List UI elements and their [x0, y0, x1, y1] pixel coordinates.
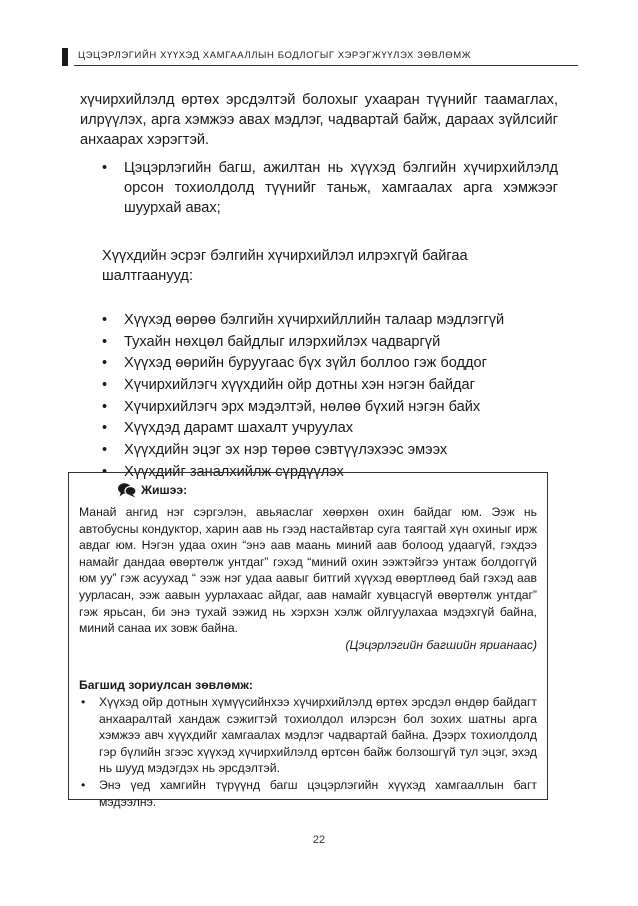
- header-rule: [74, 65, 578, 66]
- reasons-list: [80, 310, 558, 482]
- bullet-icon: •: [81, 777, 86, 792]
- bullet-icon: •: [102, 442, 108, 459]
- advice-heading: Багшид зориулсан зөвлөмж:: [79, 678, 253, 693]
- list-item-text: Тухайн нөхцөл байдлыг илэрхийлэх чадваргүй: [124, 333, 441, 350]
- list-item: [79, 694, 537, 777]
- example-box: [68, 472, 548, 809]
- example-story: Манай ангид нэг сэргэлэн, авьяаслаг хөөрхөн охин байдаг юм. Ээж нь автобусны кондуктор, харин аав нь гээд настайвтар суга таягтай хүн охиныг ирж авдаг юм. Нэгэн удаа охин “энэ аав маань миний аав болоод удаагүй, гэхдээ намайг дандаа өвөртөлж унтдаг” гэхэд “миний охин ээжтэйгээ унтаж болдоггүй юм уу” гэж асуухад “ ээж нэг удаа аавыг битгий хүүхэд өвөртлөөд бай гэхэд аав уурласан, ээж аавын уурлахаас айдаг, аав намайг хувцасгүй өвөртөлж унтдаг” гэж ярьсан, би энэ тухай ээжид нь хэрхэн хэлж ойлгуулахаа мэдэхгүй байна, миний санаа их зовж байна.: [79, 505, 537, 636]
- speech-bubbles-icon: [117, 482, 137, 498]
- list-item: [80, 397, 558, 417]
- bullet-icon: •: [102, 377, 108, 394]
- page-number: 22: [312, 834, 326, 846]
- list-item-text: Хүүхэд өөрийн буруугаас бүх зүйл боллоо гэж боддог: [124, 355, 487, 372]
- bullet-icon: •: [102, 355, 108, 372]
- example-title-row: [117, 481, 537, 499]
- list-item-text: Цэцэрлэгийн багш, ажилтан нь хүүхэд бэлгийн хүчирхийлэлд орсон тохиолдолд түүнийг таньж, хамгаалах арга хэмжээг шуурхай авах;: [124, 160, 558, 216]
- list-item-text: Хүчирхийлэгч эрх мэдэлтэй, нөлөө бүхий нэгэн байх: [124, 398, 481, 415]
- advice-list: [79, 694, 537, 810]
- bullet-icon: •: [81, 694, 86, 709]
- header-title: ЦЭЦЭРЛЭГИЙН ХҮҮХЭД ХАМГААЛЛЫН БОДЛОГЫГ ХЭРЭГЖҮҮЛЭХ ЗӨВЛӨМЖ: [78, 50, 472, 61]
- list-item-text: Хүүхэд өөрөө бэлгийн хүчирхийллийн талаар мэдлэггүй: [124, 312, 505, 328]
- list-item: [80, 332, 558, 352]
- top-bullet-list: [80, 158, 558, 218]
- example-title: Жишээ:: [141, 482, 188, 497]
- list-item: [80, 418, 558, 438]
- header-marker: [62, 48, 68, 66]
- list-item: [80, 375, 558, 395]
- running-header: [62, 44, 578, 66]
- bullet-icon: •: [102, 420, 108, 437]
- list-item-text: Хүүхдийн эцэг эх нэр төрөө сэвтүүлэхээс эмээх: [124, 442, 448, 459]
- main-content: [80, 90, 558, 484]
- example-source: (Цэцэрлэгийн багшийн ярианаас): [345, 637, 537, 652]
- list-item-text: Хүүхдийг заналхийлж сүрдүүлэх: [124, 463, 344, 480]
- bullet-icon: •: [102, 333, 108, 350]
- list-item-text: Хүчирхийлэгч хүүхдийн ойр дотны хэн нэгэн байдаг: [124, 377, 475, 394]
- bullet-icon: •: [102, 312, 108, 328]
- intro-paragraph: хүчирхийлэлд өртөх эрсдэлтэй болохыг ухааран түүнийг таамаглах, илрүүлэх, арга хэмжээ авах мэдлэг, чадвартай байж, дараах зүйлсийг анхаарах хэрэгтэй.: [80, 92, 558, 148]
- bullet-icon: •: [102, 160, 108, 176]
- bullet-icon: •: [102, 463, 108, 480]
- list-item-text: Энэ үед хамгийн түрүүнд багш цэцэрлэгийн хүүхэд хамгааллын багт мэдээлнэ.: [99, 777, 537, 809]
- list-item: [80, 353, 558, 373]
- list-item: [80, 158, 558, 218]
- bullet-icon: •: [102, 398, 108, 415]
- reasons-heading: Хүүхдийн эсрэг бэлгийн хүчирхийлэл илрэхгүй байгаа шалтгаанууд:: [102, 248, 468, 284]
- list-item: [80, 310, 558, 330]
- list-item-text: Хүүхдэд дарамт шахалт учруулах: [124, 420, 354, 437]
- list-item: [80, 440, 558, 460]
- list-item: [79, 777, 537, 810]
- list-item-text: Хүүхэд ойр дотнын хүмүүсийнхээ хүчирхийлэлд өртөх эрсдэл өндөр байдагт анхааралтай хандаж сэжигтэй тохиолдол илэрсэн бол зохих шатны арга хэмжээ авч хүүхдийг хамгаалах мэдлэг чадвартай байна. Дээрх тохиолдолд гэр бүлийн згээс хүүхэд хүчирхийлэлд өртсөн байж болзошгүй тул эцэг, эхэд нь шууд мэдэгдэх нь эрсдэлтэй.: [99, 694, 537, 776]
